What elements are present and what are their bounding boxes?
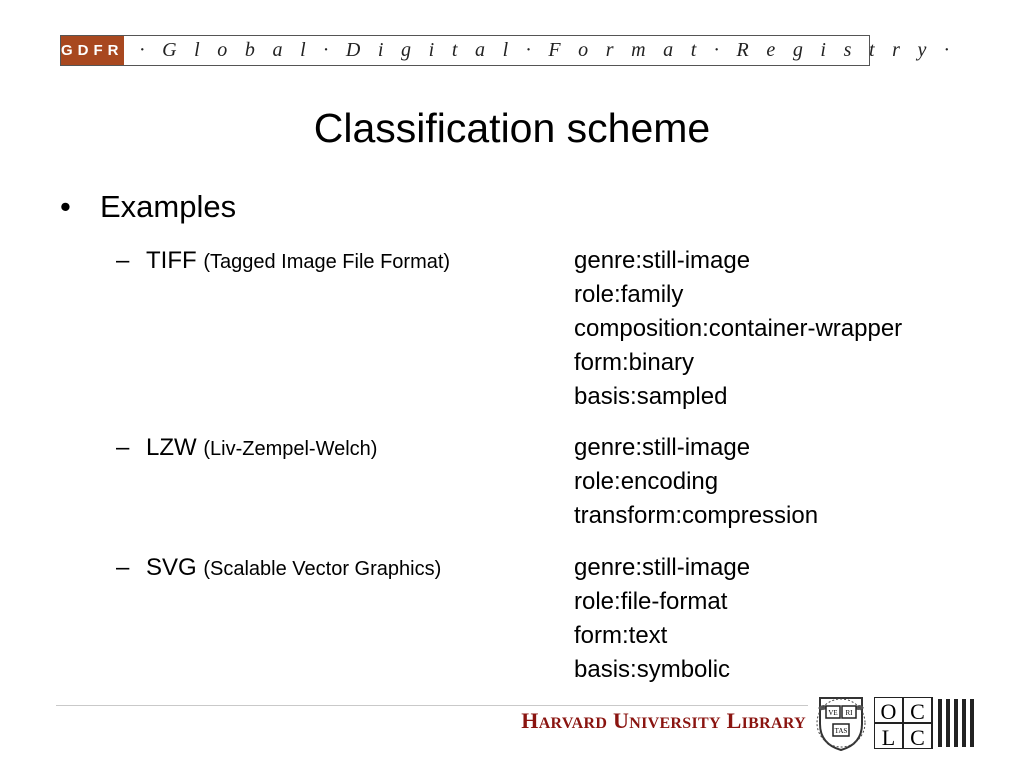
footer-divider <box>56 705 808 706</box>
bullet-label: Examples <box>100 189 237 224</box>
footer-word-initial: U <box>613 708 630 733</box>
property-item: role:family <box>574 281 684 308</box>
example-full-name: (Scalable Vector Graphics) <box>203 558 442 580</box>
oclc-letter: C <box>910 725 925 749</box>
property-item: genre:still-image <box>574 247 751 274</box>
slide-title: Classification scheme <box>313 105 711 151</box>
bullet-dot-icon: • <box>60 189 71 224</box>
example-abbr: TIFF <box>146 247 197 274</box>
property-item: role:file-format <box>574 588 728 615</box>
oclc-letter: L <box>881 725 896 749</box>
banner-code: GDFR <box>61 36 124 65</box>
property-list <box>574 431 818 533</box>
seal-word: VE <box>828 709 838 717</box>
property-item: genre:still-image <box>574 434 751 461</box>
footer-word-rest: ARVARD <box>538 715 608 732</box>
footer-word-initial: L <box>726 708 742 733</box>
property-list <box>574 244 902 414</box>
gdfr-banner <box>60 35 956 66</box>
property-item: basis:symbolic <box>574 656 731 683</box>
property-item: transform:compression <box>574 502 819 529</box>
banner-name: · G l o b a l · D i g i t a l · F o r m a t · R e g i s t r y · <box>139 39 956 61</box>
property-item: basis:sampled <box>574 383 728 410</box>
footer-word-rest: IBRARY <box>741 715 806 732</box>
property-item: genre:still-image <box>574 554 751 581</box>
property-item: role:encoding <box>574 468 719 495</box>
property-item: form:text <box>574 622 668 649</box>
property-item: composition:container-wrapper <box>574 315 903 342</box>
example-full-name: (Liv-Zempel-Welch) <box>203 438 378 460</box>
property-item: form:binary <box>574 349 695 376</box>
property-list <box>574 551 750 687</box>
dash-icon: – <box>116 434 130 461</box>
oclc-logo-icon <box>874 697 978 749</box>
dash-icon: – <box>116 247 130 274</box>
footer-word-initial: H <box>521 708 539 733</box>
seal-word: TAS <box>834 727 848 735</box>
footer-library-name <box>466 708 806 734</box>
dash-icon: – <box>116 554 130 581</box>
harvard-seal-icon <box>816 694 866 752</box>
example-abbr: LZW <box>146 434 197 461</box>
oclc-letter: C <box>910 699 925 724</box>
bullet-examples <box>60 188 236 226</box>
example-abbr: SVG <box>146 554 197 581</box>
example-full-name: (Tagged Image File Format) <box>203 251 451 273</box>
seal-word: RI <box>845 709 853 717</box>
footer-word-rest: NIVERSITY <box>629 715 721 732</box>
oclc-letter: O <box>880 699 897 724</box>
